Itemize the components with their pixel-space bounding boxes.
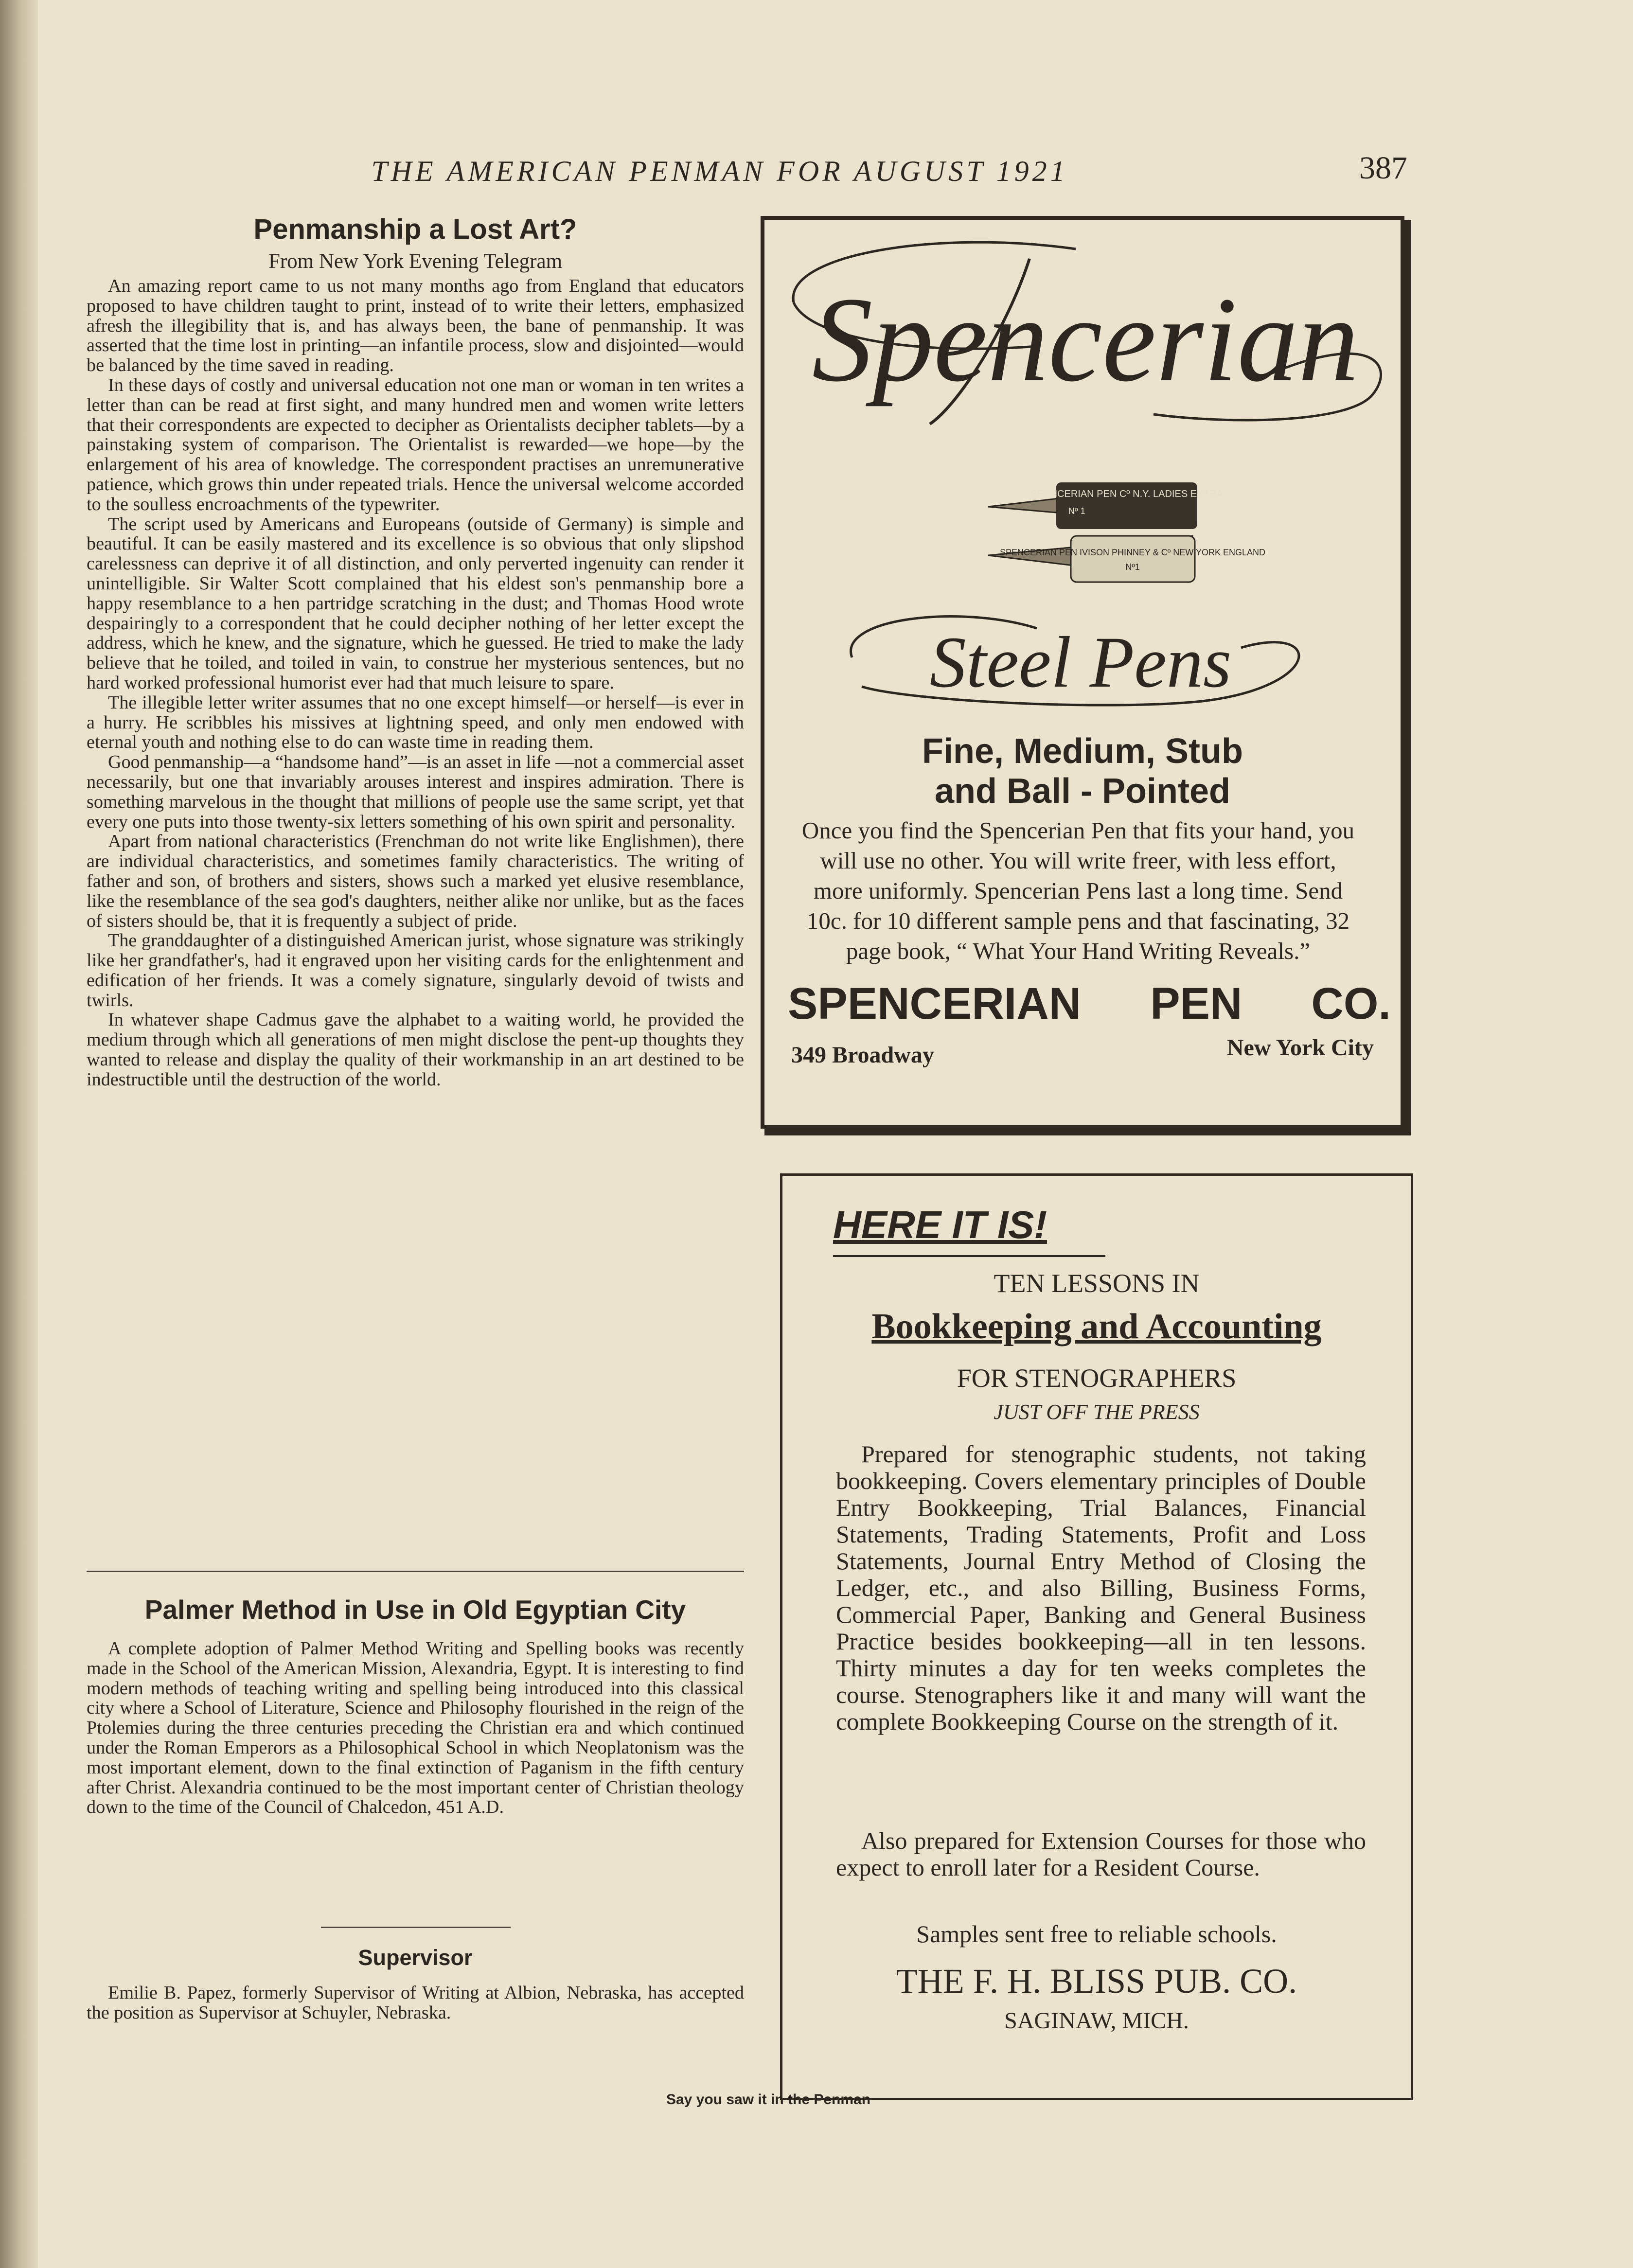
page-number: 387 — [1359, 150, 1407, 186]
paragraph: The illegible letter writer assumes that no one except himself—or herself—is ever in a hurry. He scribbles his missives at lightning speed, and only men endowed with eternal youth and nothing else to do can waste time in reading them. — [87, 692, 744, 753]
paragraph: The script used by Americans and Europeans (outside of Germany) is simple and beautiful. It can be easily mastered and its excellence is so obvious that only slipshod carelessness can deprive it of all distinction, and only perverted ingenuity can render it unintelligible. Sir Walter Scott complained that his eldest son's penmanship bore a happy resemblance to a hen partridge scratching in the dust; and Thomas Hood wrote despairingly to a correspondent that he could decipher nothing of her letter except the address, which he knew, and the signature, which he guessed. He tried to make the lady believe that he toiled, and toiled in vain, to construe her mysterious sentences, but no hard worked professional humorist ever had that much leisure to spare. — [87, 514, 744, 693]
ad-shadow — [764, 1129, 1411, 1135]
steel-pens-text: Steel Pens — [929, 622, 1232, 703]
paragraph: In whatever shape Cadmus gave the alphabet to a waiting world, he provided the medium through which all generations of men might disclose the pent-up thoughts they wanted to release and display the quality of their workmanship in an art destined to be indestructible until the destruction of the world. — [87, 1010, 744, 1090]
footer-tagline: Say you saw it in the Penman — [666, 2091, 871, 2108]
section-divider — [87, 1571, 744, 1572]
paragraph: A complete adoption of Palmer Method Writing and Spelling books was recently made in the School of the American Mission, Alexandria, Egypt. It is interesting to find modern methods of teaching writing and spelling being introduced into this classical city where a School of Literature, Science and Philosophy flourished in the reign of the Ptolemies during the three centuries preceding the Christian era and which continued under the Roman Emperors as a Philosophical School in which Neoplatonism was the most important element, down to the final extinction of Paganism in the fifth century after Christ. Alexandria continued to be the most important center of Christian theology down to the time of the Council of Chalcedon, 451 A.D. — [87, 1638, 744, 1818]
running-header: THE AMERICAN PENMAN FOR AUGUST 1921 — [371, 155, 1068, 187]
article-body — [87, 276, 744, 1090]
paragraph: An amazing report came to us not many months ago from England that educators proposed to have children taught to print, instead of to write their letters, emphasized afresh the illegibility that is, and has always been, the bane of penmanship. It was asserted that the time lost in printing—an infantile process, slow and disjointed—would be balanced by the time saved in reading. — [87, 276, 744, 376]
ad-headline — [764, 731, 1401, 811]
article-title: Supervisor — [358, 1945, 473, 1970]
article-title: Palmer Method in Use in Old Egyptian City — [144, 1595, 686, 1625]
paragraph: In these days of costly and universal education not one man or woman in ten writes a letter than can be read at first sight, and many hundred men and women write letters that their correspondents are expected to decipher as Orientalists decipher tablets—by a painstaking system of comparison. The Orientalist is rewarded—we hope—by the enlargement of his area of knowledge. The correspondent practises an unremunerative patience, which grows thin under repeated trials. Hence the universal welcome accorded to the soulless encroachments of the typewriter. — [87, 374, 744, 514]
article-supervisor — [87, 1945, 744, 2023]
ad-subhead: FOR STENOGRAPHERS — [957, 1364, 1237, 1393]
headline-underline — [833, 1255, 1105, 1257]
company-name: SPENCERIAN PEN CO. — [788, 979, 1391, 1028]
nib-text: SPENCERIAN PEN IVISON PHINNEY & Cº NEW YORK ENGLAND — [999, 548, 1266, 557]
paragraph: Apart from national characteristics (Frenchman do not write like Englishmen), there are individual characteristics, and sometimes family characteristics. The writing of father and son, of brothers and sisters, shows such a marked yet elusive resemblance, like the resemblance of the sea god's daughters, neither alike nor unlike, but as the faces of sisters should be, that it is frequently a subject of pride. — [87, 831, 744, 931]
pen-nib-icon — [988, 536, 1265, 582]
article-body — [87, 1983, 744, 2023]
ad-body: Once you find the Spencerian Pen that fits your hand, you will use no other. You will write freer, with less effort, more uniformly. Spencerian Pens last a long time. Send 10c. for 10 different sample pens and that fascinating, 32 page book, “ What Your Hand Writing Reveals.” — [801, 817, 1355, 964]
company-city: New York City — [1226, 1035, 1374, 1061]
article-palmer — [87, 1594, 744, 1817]
binding-gutter — [0, 0, 38, 2268]
article-body — [87, 1639, 744, 1817]
article-source: From New York Evening Telegram — [268, 250, 563, 273]
headline-line: and Ball - Pointed — [934, 772, 1231, 811]
company-name: THE F. H. BLISS PUB. CO. — [896, 1962, 1297, 2001]
ad-spencerian — [761, 216, 1404, 1129]
ad-subhead: TEN LESSONS IN — [994, 1269, 1200, 1298]
ad-tagline: JUST OFF THE PRESS — [994, 1400, 1200, 1424]
ad-bliss — [780, 1173, 1413, 2100]
paragraph: Emilie B. Papez, formerly Supervisor of Writing at Albion, Nebraska, has accepted the position as Supervisor at Schuyler, Nebraska. — [87, 1983, 744, 2023]
section-divider-short — [321, 1927, 511, 1928]
article-penmanship — [87, 213, 744, 1090]
paragraph: Good penmanship—a “handsome hand”—is an asset in life —not a commercial asset necessarily, but one that invariably arouses interest and inspires admiration. There is something marvelous in the thought that millions of people use the same script, yet that every one puts into those twenty-six letters something of his own spirit and personality. — [87, 752, 744, 832]
company-address: 349 Broadway — [791, 1042, 934, 1068]
logo-text: Spencerian — [812, 272, 1359, 407]
nib-number: Nº1 — [1125, 562, 1140, 572]
article-title: Penmanship a Lost Art? — [253, 213, 577, 245]
ad-note: Samples sent free to reliable schools. — [916, 1920, 1277, 1948]
pen-nib-icon — [988, 482, 1223, 529]
ad-shadow — [1404, 220, 1411, 1135]
ad-headline: HERE IT IS! — [833, 1203, 1047, 1246]
nib-text: SPENCERIAN PEN Cº N.Y. LADIES EXTRA — [1030, 489, 1223, 499]
headline-line: Fine, Medium, Stub — [922, 732, 1243, 771]
spencerian-logo — [764, 220, 1401, 735]
ad-title: Bookkeeping and Accounting — [871, 1307, 1322, 1347]
paragraph: The granddaughter of a distinguished American jurist, whose signature was strikingly like her grandfather's, had it engraved upon her visiting cards for the enlightenment and edification of her friends. It was a comely signature, singularly devoid of twists and twirls. — [87, 930, 744, 1010]
company-city: SAGINAW, MICH. — [1004, 2008, 1189, 2034]
nib-number: Nº 1 — [1068, 506, 1085, 516]
ad-body: Prepared for stenographic students, not taking bookkeeping. Covers elementary principles of Double Entry Bookkeeping, Trial Balances, Financial Statements, Trading Statements, Profit and Loss Statements, Journal Entry Method of Closing the Ledger, etc., and also Billing, Business Forms, Commercial Paper, Banking and General Business Practice besides bookkeeping—all in ten lessons. Thirty minutes a day for ten weeks completes the course. Stenographers like it and many will want the complete Bookkeeping Course on the strength of it. — [836, 1440, 1366, 1735]
ad-body: Also prepared for Extension Courses for those who expect to enroll later for a Resident Course. — [836, 1827, 1366, 1881]
